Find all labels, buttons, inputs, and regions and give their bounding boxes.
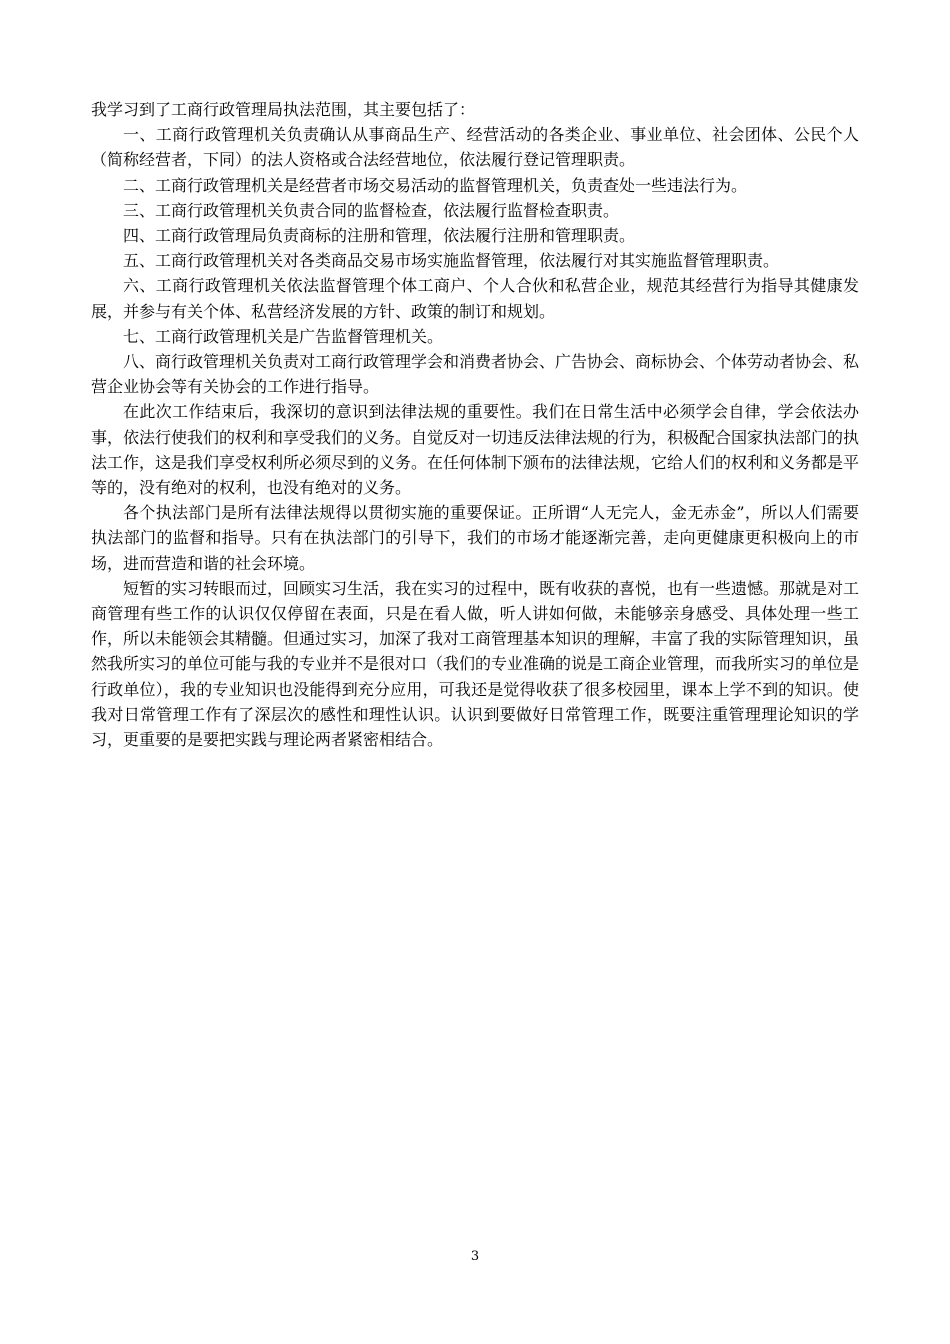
paragraph-law-importance: 在此次工作结束后，我深切的意识到法律法规的重要性。我们在日常生活中必须学会自律，学会依法办事，依法行使我们的权利和享受我们的义务。自觉反对一切违反法律法规的行为，积极配合国家执法部门的执法工作，这是我们享受权利所必须尽到的义务。在任何体制下颁布的法律法规，它给人们的权利和义务都是平等的，没有绝对的权利，也没有绝对的义务。 [91, 402, 860, 498]
paragraph-item-2: 二、工商行政管理机关是经营者市场交易活动的监督管理机关，负责查处一些违法行为。 [123, 175, 748, 195]
paragraph-item-3: 三、工商行政管理机关负责合同的监督检查，依法履行监督检查职责。 [123, 200, 620, 220]
paragraph-enforcement: 各个执法部门是所有法律法规得以贯彻实施的重要保证。正所谓“人无完人，金无赤金”，所以人们需要执法部门的监督和指导。只有在执法部门的引导下，我们的市场才能逐渐完善，走向更健康更积极向上的市场，进而营造和谐的社会环境。 [91, 503, 859, 573]
paragraph-item-8: 八、商行政管理机关负责对工商行政管理学会和消费者协会、广告协会、商标协会、个体劳动者协会、私营企业协会等有关协会的工作进行指导。 [91, 352, 860, 397]
paragraph-item-4: 四、工商行政管理局负责商标的注册和管理，依法履行注册和管理职责。 [123, 226, 636, 246]
page-number: 3 [470, 1249, 480, 1264]
paragraph-item-5: 五、工商行政管理机关对各类商品交易市场实施监督管理，依法履行对其实施监督管理职责。 [123, 251, 780, 271]
paragraph-intro: 我学习到了工商行政管理局执法范围，其主要包括了： [91, 100, 476, 119]
paragraph-item-1: 一、工商行政管理机关负责确认从事商品生产、经营活动的各类企业、事业单位、社会团体、公民个人（简称经营者，下同）的法人资格或合法经营地位，依法履行登记管理职责。 [91, 125, 859, 170]
paragraph-reflection: 短暂的实习转眼而过，回顾实习生活，我在实习的过程中，既有收获的喜悦，也有一些遗憾。那就是对工商管理有些工作的认识仅仅停留在表面，只是在看人做，听人讲如何做，未能够亲身感受、具体处理一些工作，所以未能领会其精髓。但通过实习，加深了我对工商管理基本知识的理解，丰富了我的实际管理知识，虽然我所实习的单位可能与我的专业并不是很对口（我们的专业准确的说是工商企业管理，而我所实习的单位是行政单位），我的专业知识也没能得到充分应用，可我还是觉得收获了很多校园里，课本上学不到的知识。使我对日常管理工作有了深层次的感性和理性认识。认识到要做好日常管理工作，既要注重管理理论知识的学习，更重要的是要把实践与理论两者紧密相结合。 [91, 578, 860, 750]
document-body [91, 97, 859, 752]
paragraph-item-6: 六、工商行政管理机关依法监督管理个体工商户、个人合伙和私营企业，规范其经营行为指导其健康发展，并参与有关个体、私营经济发展的方针、政策的制订和规划。 [91, 276, 859, 321]
paragraph-item-7: 七、工商行政管理机关是广告监督管理机关。 [123, 326, 444, 346]
